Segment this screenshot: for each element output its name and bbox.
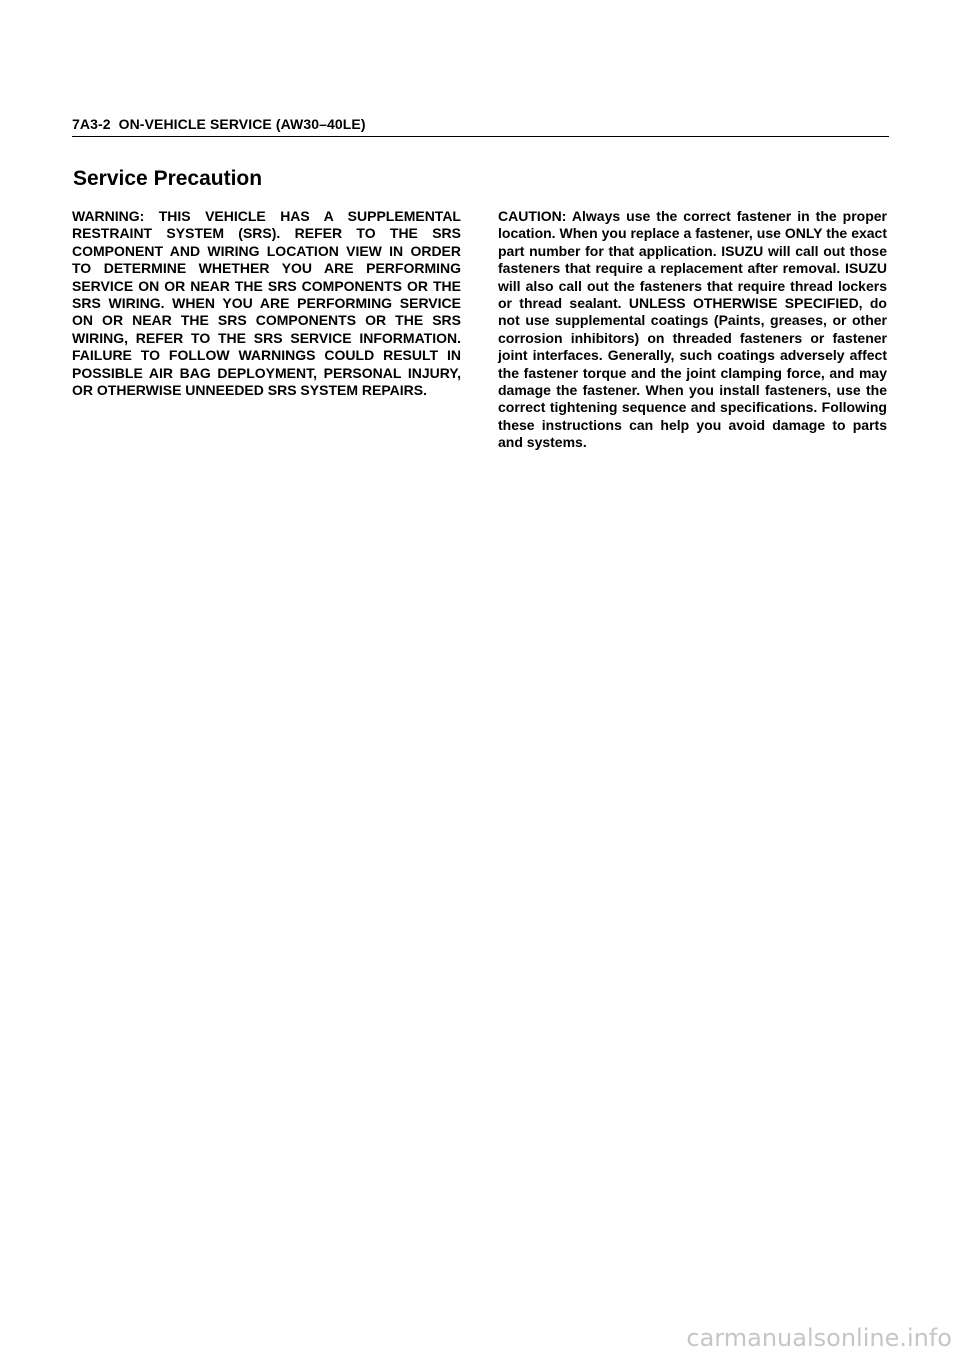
section-title: Service Precaution (73, 167, 263, 190)
page-header-text: 7A3-2 ON-VEHICLE SERVICE (AW30–40LE) (72, 116, 366, 132)
page-header (72, 116, 889, 137)
watermark: carmanualsonline.info (686, 1324, 952, 1352)
caution-paragraph: CAUTION: Always use the correct fastener in the proper location. When you replace a fastener, use ONLY the exact part number for that application. ISUZU will call out those fasteners that require a replacement after removal. ISUZU will also call out the fasteners that require thread lockers or thread sealant. UNLESS OTHERWISE SPECIFIED, do not use supplemental coatings (Paints, greases, or other corrosion inhibitors) on threaded fasteners or fastener joint interfaces. Generally, such coatings adversely affect the fastener torque and the joint clamping force, and may damage the fastener. When you install fasteners, use the correct tightening sequence and specifications. Following these instructions can help you avoid damage to parts and systems. (498, 208, 887, 451)
warning-paragraph: WARNING: THIS VEHICLE HAS A SUPPLEMENTAL RESTRAINT SYSTEM (SRS). REFER TO THE SRS COMPONENT AND WIRING LOCATION VIEW IN ORDER TO DETERMINE WHETHER YOU ARE PERFORMING SERVICE ON OR NEAR THE SRS COMPONENTS OR THE SRS WIRING. WHEN YOU ARE PERFORMING SERVICE ON OR NEAR THE SRS COMPONENTS OR THE SRS WIRING, REFER TO THE SRS SERVICE INFORMATION. FAILURE TO FOLLOW WARNINGS COULD RESULT IN POSSIBLE AIR BAG DEPLOYMENT, PERSONAL INJURY, OR OTHERWISE UNNEEDED SRS SYSTEM REPAIRS. (72, 208, 461, 399)
